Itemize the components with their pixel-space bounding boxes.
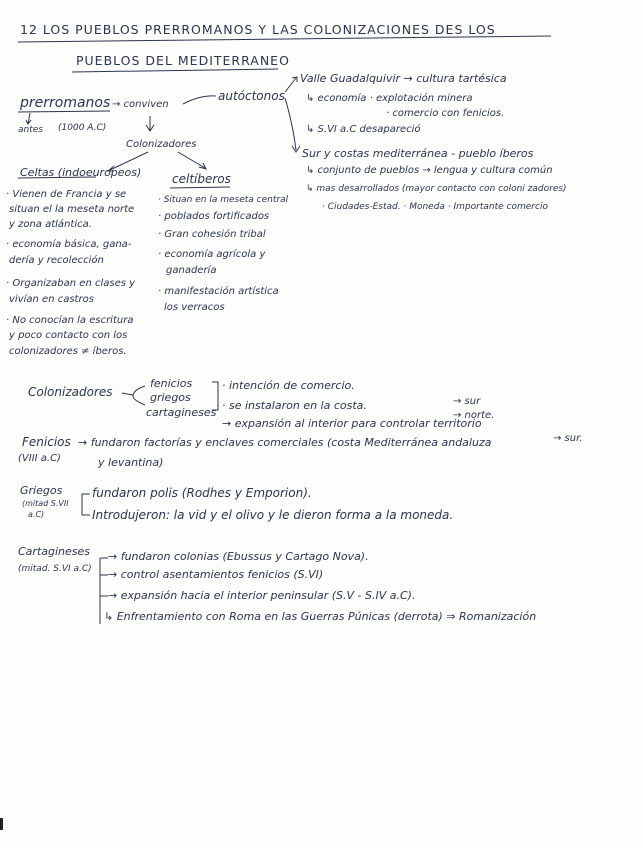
celtas-item-9: y poco contacto con los: [9, 330, 128, 341]
cartagineses-item-2: → control asentamientos fenicios (S.VI): [108, 568, 324, 581]
griegos-line2: Introdujeron: la vid y el olivo y le dieron forma a la moneda.: [92, 508, 454, 522]
page-edge-mark: [0, 818, 3, 830]
antes-label: antes: [18, 125, 43, 135]
people-griegos: griegos: [150, 391, 191, 404]
people-cartagineses: cartagineses: [146, 406, 217, 419]
cartagineses-item-3: → expansión hacia el interior peninsular (S.V - S.IV a.C).: [108, 589, 416, 602]
fenicios-date: (VIII a.C): [18, 453, 61, 464]
valle-item-3: ↳ S.VI a.C desapareció: [306, 124, 421, 135]
fenicios-line1: → fundaron factorías y enclaves comerciales (costa Mediterránea andaluza: [78, 436, 492, 449]
celtiberos-item-6: · manifestación artística: [158, 286, 279, 297]
fenicios-line2: y levantina): [98, 456, 164, 469]
celtiberos-item-1: · Situan en la meseta central: [158, 195, 289, 205]
celtiberos-item-7: los verracos: [164, 302, 225, 313]
griegos-date2: a.C): [28, 510, 45, 519]
col-dir-1: → sur: [453, 396, 481, 407]
celtiberos-item-4: · economía agrícola y: [158, 249, 266, 260]
sur-item-3: · Ciudades-Estad. · Moneda · Importante comercio: [322, 202, 548, 212]
celtas-item-6: · Organizaban en clases y: [6, 278, 136, 289]
celtas-item-4: · economía básica, gana-: [6, 239, 132, 250]
valle-head: Valle Guadalquivir → cultura tartésica: [300, 72, 507, 85]
col-dir-2: → norte.: [453, 410, 495, 421]
valle-item-1: ↳ economía · explotación minera: [306, 93, 473, 104]
valle-item-2: · comercio con fenicios.: [386, 108, 505, 119]
celtas-head: Celtas (indoeuropeos): [20, 166, 142, 179]
griegos-date1: (mitad S.VII: [22, 499, 69, 508]
celtas-item-10: colonizadores ≠ íberos.: [9, 346, 127, 357]
celtas-item-5: dería y recolección: [9, 255, 104, 266]
celtas-item-2: situan el la meseta norte: [9, 204, 135, 215]
cartagineses-date: (mitad. S.VI a.C): [18, 564, 92, 574]
fenicios-label: Fenicios: [22, 435, 71, 449]
celtas-item-3: y zona atlántica.: [9, 219, 92, 230]
griegos-label: Griegos: [20, 484, 63, 497]
sur-item-1: ↳ conjunto de pueblos → lengua y cultura común: [306, 165, 553, 176]
griegos-line1: fundaron polis (Rodhes y Emporion).: [92, 486, 312, 500]
colonizadores-block-label: Colonizadores: [28, 385, 113, 399]
sur-item-2: ↳ mas desarrollados (mayor contacto con coloni zadores): [306, 184, 567, 194]
celtas-item-8: · No conocían la escritura: [6, 315, 134, 326]
celtiberos-item-2: · poblados fortificados: [158, 211, 270, 222]
colonizadores-label: Colonizadores: [126, 139, 197, 150]
col-dir-3: → sur.: [553, 433, 583, 444]
page-title-line2: PUEBLOS DEL MEDITERRANEO: [76, 53, 290, 68]
col-point-2: · se instalaron en la costa.: [222, 399, 367, 412]
col-point-1: · intención de comercio.: [222, 379, 355, 392]
celtas-item-7: vivían en castros: [9, 294, 94, 305]
celtiberos-item-5: ganadería: [166, 265, 217, 276]
celtas-item-1: · Vienen de Francia y se: [6, 189, 127, 200]
conviven-arrow: → conviven: [112, 99, 169, 110]
col-point-3: → expansión al interior para controlar territorio: [222, 417, 482, 430]
cartagineses-label: Cartagineses: [18, 545, 91, 558]
cartagineses-item-1: → fundaron colonias (Ebussus y Cartago Nova).: [108, 550, 369, 563]
prerromanos-label: prerromanos: [20, 95, 111, 111]
celtiberos-item-3: · Gran cohesión tribal: [158, 229, 266, 240]
celtiberos-head: celtíberos: [172, 172, 231, 186]
fecha-label: (1000 A.C): [58, 123, 107, 133]
page-title-line1: 12 LOS PUEBLOS PRERROMANOS Y LAS COLONIZACIONES DES LOS: [20, 22, 496, 37]
people-fenicios: fenicios: [150, 377, 193, 390]
cartagineses-item-4: ↳ Enfrentamiento con Roma en las Guerras Púnicas (derrota) ⇒ Romanización: [104, 610, 537, 623]
sur-head: Sur y costas mediterránea - pueblo íberos: [302, 147, 534, 160]
autoctonos-label: autóctonos: [218, 89, 285, 103]
